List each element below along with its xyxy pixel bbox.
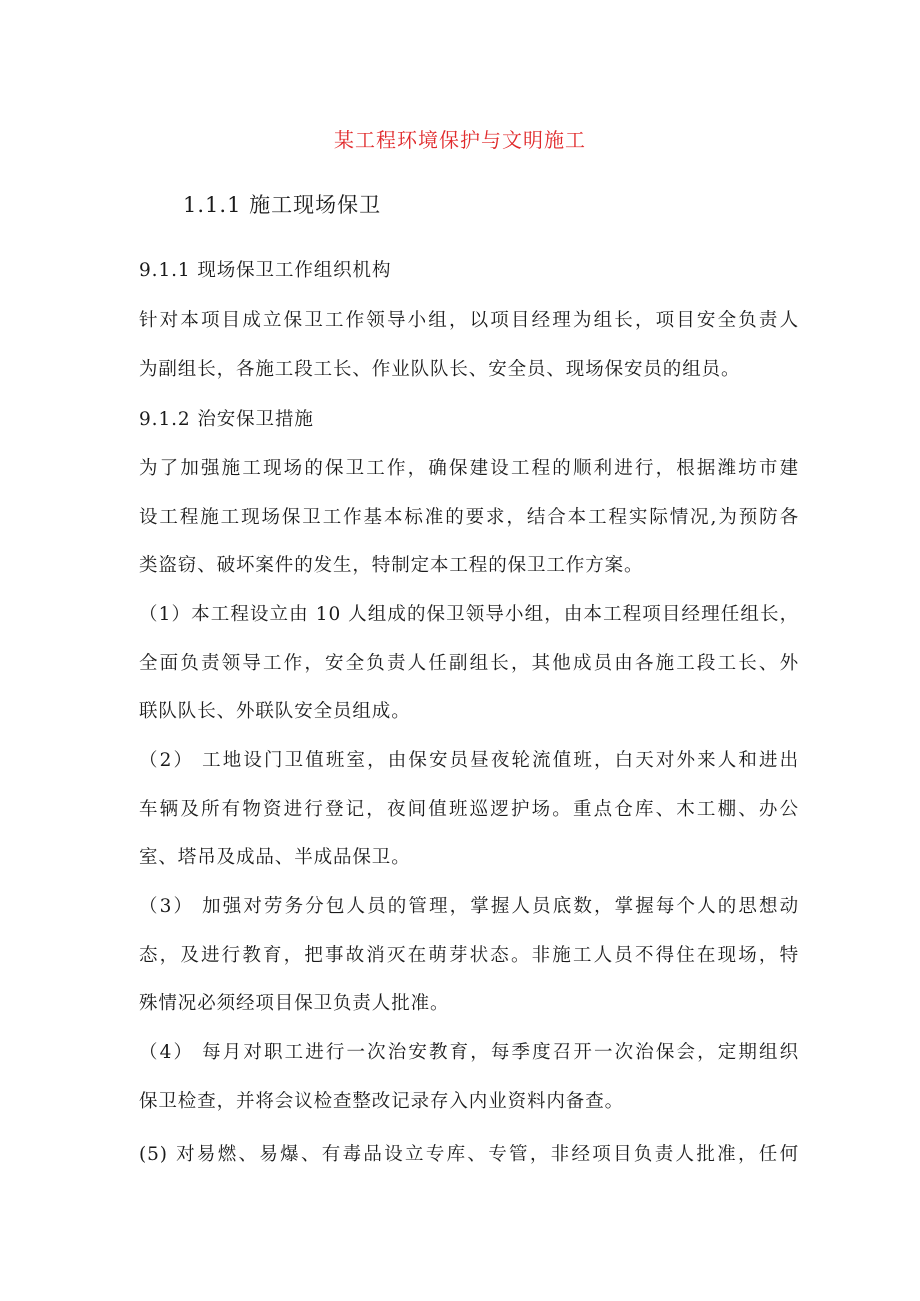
- list-item-line: （1）本工程设立由 10 人组成的保卫领导小组，由本工程项目经理任组长，: [139, 604, 799, 625]
- subsection-heading-9-1-2: 9.1.2 治安保卫措施: [139, 409, 314, 430]
- list-item-line: 联队队长、外联队安全员组成。: [139, 701, 411, 722]
- list-item-line: 保卫检查，并将会议检查整改记录存入内业资料内备查。: [139, 1091, 625, 1112]
- paragraph-line: 设工程施工现场保卫工作基本标准的要求，结合本工程实际情况,为预防各: [139, 507, 799, 528]
- list-item-line: （3） 加强对劳务分包人员的管理，掌握人员底数，掌握每个人的思想动: [139, 896, 799, 917]
- list-item-line: (5) 对易燃、易爆、有毒品设立专库、专管，非经项目负责人批准，任何: [139, 1144, 799, 1165]
- section-heading: 1.1.1 施工现场保卫: [183, 193, 382, 217]
- paragraph-line: 为副组长，各施工段工长、作业队队长、安全员、现场保安员的组员。: [139, 359, 741, 380]
- list-item-line: （2） 工地设门卫值班室，由保安员昼夜轮流值班，白天对外来人和进出: [139, 750, 799, 771]
- list-item-line: 室、塔吊及成品、半成品保卫。: [139, 847, 411, 868]
- subsection-heading-9-1-1: 9.1.1 现场保卫工作组织机构: [139, 260, 392, 281]
- list-item-line: （4） 每月对职工进行一次治安教育，每季度召开一次治保会，定期组织: [139, 1042, 799, 1063]
- list-item-line: 全面负责领导工作，安全负责人任副组长，其他成员由各施工段工长、外: [139, 653, 799, 674]
- list-item-line: 殊情况必须经项目保卫负责人批准。: [139, 993, 450, 1014]
- document-title: 某工程环境保护与文明施工: [334, 128, 586, 152]
- list-item-line: 车辆及所有物资进行登记，夜间值班巡逻护场。重点仓库、木工棚、办公: [139, 799, 799, 820]
- paragraph-line: 为了加强施工现场的保卫工作，确保建设工程的顺利进行，根据潍坊市建: [139, 458, 799, 479]
- paragraph-line: 类盗窃、破坏案件的发生，特制定本工程的保卫工作方案。: [139, 555, 644, 576]
- paragraph-line: 针对本项目成立保卫工作领导小组，以项目经理为组长，项目安全负责人: [139, 310, 799, 331]
- list-item-line: 态，及进行教育，把事故消灭在萌芽状态。非施工人员不得住在现场，特: [139, 945, 799, 966]
